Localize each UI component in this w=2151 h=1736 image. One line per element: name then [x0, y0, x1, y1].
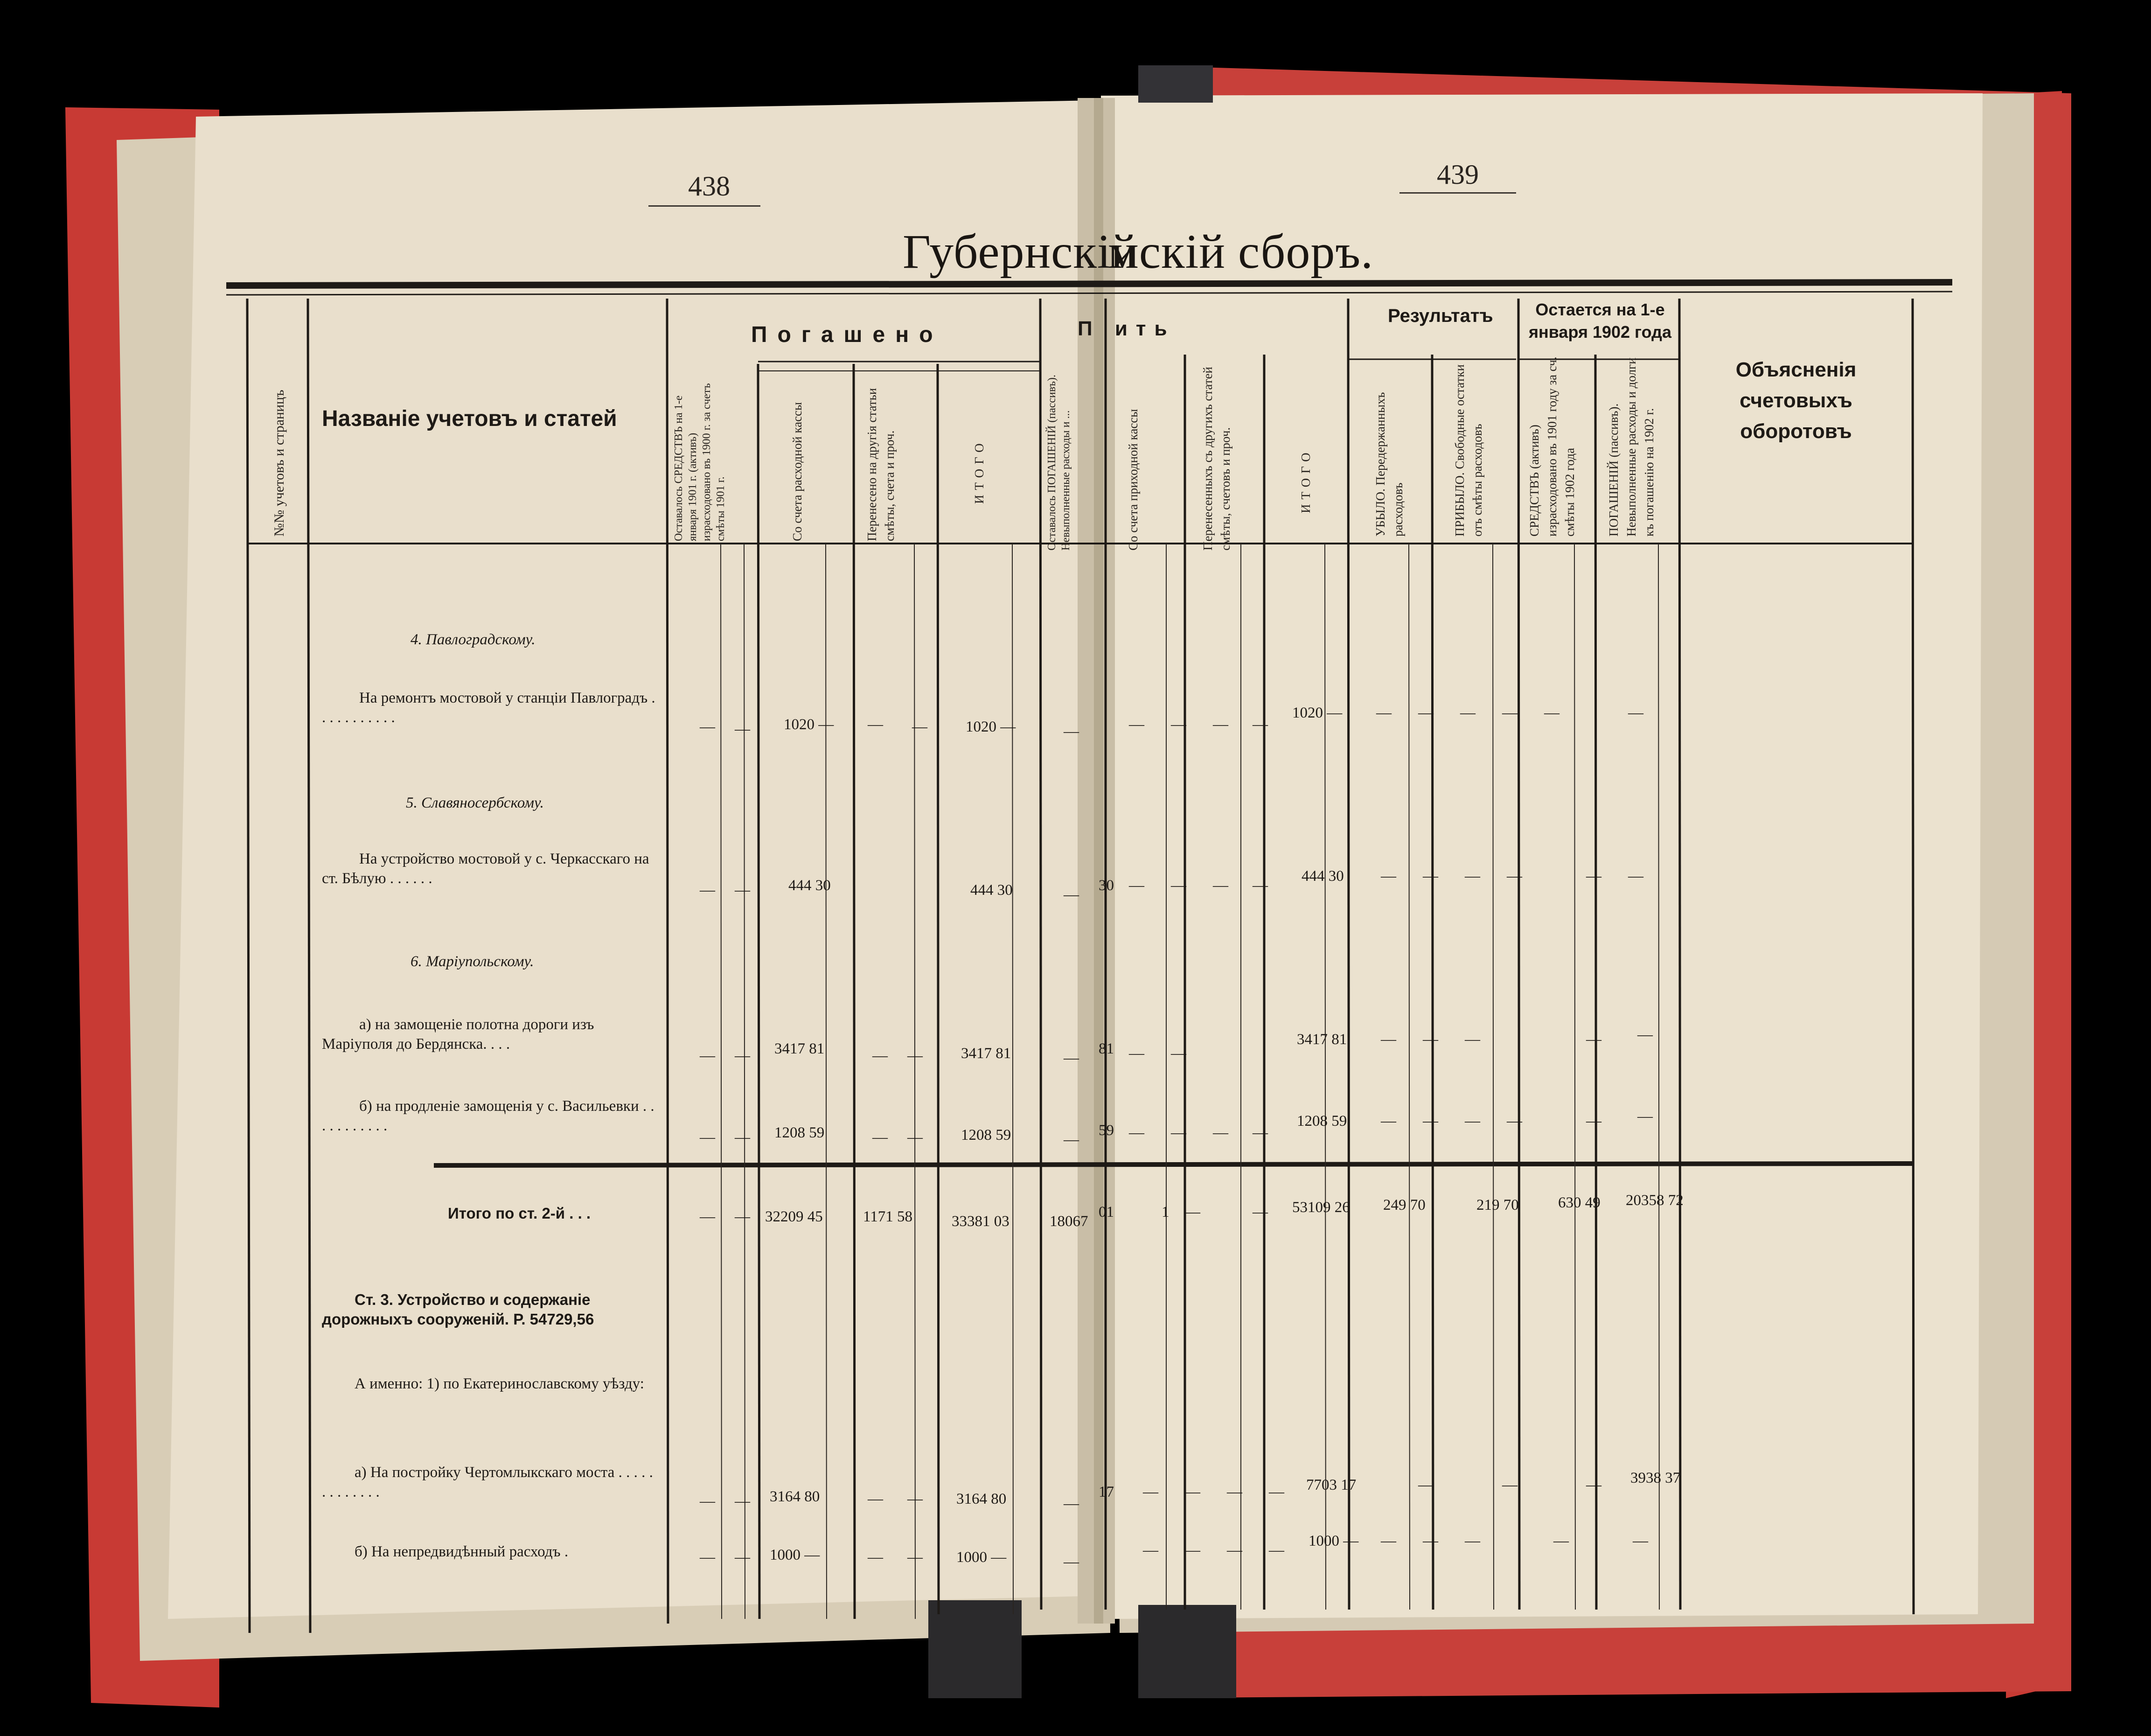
cell: —	[907, 1491, 923, 1507]
cell: —	[1064, 886, 1079, 903]
cell: 3417 81	[961, 1045, 1011, 1062]
cell: 1020 —	[1292, 704, 1343, 721]
cell: —	[1586, 1031, 1601, 1048]
cell: 30	[1099, 877, 1114, 894]
cell: —	[1465, 1113, 1480, 1129]
cell: —	[868, 1491, 883, 1507]
cell: 444 30	[1302, 868, 1344, 885]
cell: —	[912, 718, 927, 735]
cell: —	[1423, 1533, 1438, 1549]
cell: —	[1171, 877, 1186, 894]
cell: 249 70	[1383, 1197, 1426, 1213]
cell: —	[1129, 1045, 1144, 1062]
header-obyasneniya: Объясненія счетовыхъ оборотовъ	[1735, 358, 1857, 443]
cell: —	[1064, 723, 1079, 740]
header-poluchit-partial: П ить	[1078, 317, 1176, 340]
cell: —	[1544, 704, 1559, 721]
cell: —	[1253, 877, 1268, 894]
header-pogasheno-pereneseno: Перенесено на другія статьи смѣты, счета и проч.	[865, 388, 897, 541]
row-label-ekaterinoslavskomu: А именно: 1) по Екатеринославскому уѣзду:	[355, 1375, 644, 1392]
cell: —	[1253, 1204, 1268, 1220]
cell: 444 30	[788, 877, 831, 894]
header-ostaetsya: Остается на 1-е января 1902 года	[1529, 300, 1671, 342]
cell: —	[1423, 868, 1438, 885]
cell: —	[1586, 1113, 1601, 1129]
row-label-cherkasskago: На устройство мостовой у с. Черкасскаго на ст. Бѣлую . . . . . .	[322, 851, 649, 887]
cell: 219 70	[1476, 1197, 1519, 1213]
header-ostaetsya-pogasheniy: ПОГАШЕНІЙ (пассивъ). Невыполненные расходы и долги къ погашенію на 1902 г.	[1607, 357, 1656, 537]
cell: —	[1628, 704, 1643, 721]
cell: 01	[1099, 1204, 1114, 1220]
page-number-left-rule	[648, 205, 760, 207]
cell: —	[1502, 1477, 1518, 1493]
header-pogasheno: Погашено	[751, 322, 943, 347]
cell: —	[1381, 868, 1396, 885]
cell: —	[700, 1549, 715, 1566]
cell: 3938 37	[1630, 1470, 1681, 1486]
cell: —	[1143, 1542, 1158, 1559]
cell: —	[1637, 1108, 1653, 1125]
cell: —	[735, 882, 750, 899]
cell: —	[1185, 1204, 1200, 1220]
cell: —	[868, 716, 883, 733]
cell: —	[1064, 1131, 1079, 1148]
page-title-left: Губернскій	[903, 225, 1138, 279]
cell: —	[1129, 877, 1144, 894]
cell: —	[1460, 704, 1476, 721]
cell: —	[700, 882, 715, 899]
cell: —	[1185, 1484, 1200, 1500]
cell: —	[907, 1129, 923, 1146]
cell: —	[1253, 716, 1268, 733]
cell: 17	[1099, 1484, 1114, 1500]
row-label-itogo-st2: Итого по ст. 2-й . . .	[448, 1205, 591, 1222]
cell: —	[1637, 1026, 1653, 1043]
cell: —	[1213, 1124, 1228, 1141]
cell: —	[735, 1047, 750, 1064]
cell: 3164 80	[956, 1491, 1007, 1507]
cell: —	[700, 1208, 715, 1225]
cell: —	[735, 1493, 750, 1510]
cell: —	[700, 1129, 715, 1146]
cell: 59	[1099, 1122, 1114, 1139]
header-rezultat: Результатъ	[1388, 306, 1493, 326]
cell: —	[872, 1129, 888, 1146]
header-poluchit-prihodnoy: Со счета приходной кассы	[1126, 409, 1140, 551]
row-label-pavlograd-remont: На ремонтъ мостовой у станціи Павлоградъ . . . . . . . . . . .	[322, 690, 655, 726]
header-pogasheno-itogo: ИТОГО	[972, 439, 986, 504]
cell: —	[700, 1047, 715, 1064]
cell: —	[1171, 1045, 1186, 1062]
cell: —	[1064, 1495, 1079, 1512]
cell: 81	[1099, 1040, 1114, 1057]
cell: —	[1129, 716, 1144, 733]
page-number-right-rule	[1399, 192, 1516, 194]
cell: —	[1465, 1031, 1480, 1048]
row-label-st3-header: Ст. 3. Устройство и содержаніе дорожныхъ сооруженій. Р. 54729,56	[322, 1291, 594, 1328]
cell: —	[1423, 1031, 1438, 1048]
cell: —	[1628, 868, 1643, 885]
row-label-pavlogradskomu: 4. Павлоградскому.	[411, 631, 536, 648]
cell: —	[1171, 716, 1186, 733]
cell: —	[907, 1549, 923, 1566]
cell: —	[1381, 1113, 1396, 1129]
header-poluchit-itogo: ИТОГО	[1299, 448, 1313, 513]
header-pogasheno-sredstv: Оставалось СРЕДСТВЪ на 1-е января 1901 г. (активъ) израсходовано въ 1900 г. за счетъ смѣты 1901 г.	[673, 383, 727, 541]
cell: —	[1143, 1484, 1158, 1500]
cell: —	[1465, 1533, 1480, 1549]
row-label-slavyanoserbskomu: 5. Славяносербскому.	[406, 795, 544, 811]
cell: —	[1418, 1477, 1434, 1493]
cell: —	[1586, 1477, 1601, 1493]
cell: 1020 —	[784, 716, 834, 733]
cell: —	[1064, 1554, 1079, 1570]
row-label-vasilevki: б) на продленіе замощенія у с. Васильевки . . . . . . . . . . .	[322, 1098, 654, 1134]
header-ostavalos-pogasheniy: Оставалось ПОГАШЕНІЙ (пассивъ). Невыполненные расходы и ...	[1046, 374, 1072, 551]
cell: 18067	[1050, 1213, 1088, 1230]
cell: —	[735, 1549, 750, 1566]
cell: —	[1553, 1533, 1569, 1549]
cell: 444 30	[970, 882, 1013, 899]
cell: —	[700, 718, 715, 735]
cell: —	[1376, 704, 1392, 721]
row-label-chertomlykskago: а) На постройку Чертомлыкскаго моста . . . . . . . . . . . . .	[322, 1464, 653, 1500]
cell: —	[1171, 1124, 1186, 1141]
cell: 1000 —	[956, 1549, 1007, 1566]
cell: 1208 59	[1297, 1113, 1347, 1129]
cell: —	[1423, 1113, 1438, 1129]
cell: —	[1586, 868, 1601, 885]
header-col-name: Названіе учетовъ и статей	[322, 406, 617, 431]
cell: 7703 17	[1306, 1477, 1357, 1493]
header-poluchit-perenesennykh: Перенесенныхъ съ другихъ статей смѣты, счетовъ и проч.	[1201, 366, 1232, 551]
cell: —	[1381, 1031, 1396, 1048]
cell: —	[1465, 868, 1480, 885]
cell: 3417 81	[1297, 1031, 1347, 1048]
cell: —	[1633, 1533, 1648, 1549]
cell: 1208 59	[961, 1127, 1011, 1143]
cell: 1171 58	[863, 1208, 913, 1225]
cell: —	[1253, 1124, 1268, 1141]
cell: 20358 72	[1626, 1192, 1684, 1209]
cell: —	[1381, 1533, 1396, 1549]
cell: —	[1502, 704, 1518, 721]
cell: 53109 26	[1292, 1199, 1350, 1216]
cell: —	[700, 1493, 715, 1510]
cell: —	[1269, 1542, 1284, 1559]
cell: —	[1064, 1050, 1079, 1067]
cell: 630 49	[1558, 1194, 1601, 1211]
cell: —	[1418, 704, 1434, 721]
cell: —	[1507, 1113, 1522, 1129]
row-label-nepredvidenny: б) На непредвидѣнный расходъ .	[355, 1543, 569, 1560]
cell: —	[1227, 1542, 1242, 1559]
row-label-mariupolskomu: 6. Маріупольскому.	[411, 953, 534, 970]
page-number-right: 439	[1437, 159, 1479, 190]
cell: 1	[1162, 1204, 1169, 1220]
cell: —	[735, 1208, 750, 1225]
cell: —	[1213, 877, 1228, 894]
cell: —	[1185, 1542, 1200, 1559]
cell: 1000 —	[1309, 1533, 1359, 1549]
cell: 1020 —	[966, 718, 1016, 735]
cell: 1000 —	[770, 1547, 820, 1563]
cell: —	[872, 1047, 888, 1064]
cell: —	[907, 1047, 923, 1064]
page-title-right: мскій сборъ.	[1108, 225, 1374, 279]
cell: —	[1227, 1484, 1242, 1500]
header-col-number: №№ учетовъ и страницъ	[271, 390, 287, 537]
cell: 3417 81	[774, 1040, 825, 1057]
cell: 3164 80	[770, 1488, 820, 1505]
cell: —	[1507, 868, 1522, 885]
cell: —	[868, 1549, 883, 1566]
cell: 1208 59	[774, 1124, 825, 1141]
header-pogasheno-rashodnoy: Со счета расходной кассы	[790, 402, 804, 541]
cell: —	[1269, 1484, 1284, 1500]
cell: —	[735, 721, 750, 738]
header-rezultat-pribylo: ПРИБЫЛО. Свободные остатки отъ смѣты расходовъ	[1453, 364, 1484, 537]
header-rezultat-ubylo: УБЫЛО. Передержанныхъ расходовъ	[1373, 392, 1405, 537]
row-label-mariupol-berdyansk: а) на замощеніе полотна дороги изъ Маріуполя до Бердянска. . . .	[322, 1016, 594, 1053]
cell: 33381 03	[952, 1213, 1009, 1230]
header-ostaetsya-sredstv: СРЕДСТВЪ (активъ) израсходовано въ 1901 году за сч. смѣты 1902 года	[1527, 356, 1577, 537]
page-number-left: 438	[688, 171, 730, 202]
cell: —	[1213, 716, 1228, 733]
cell: 32209 45	[765, 1208, 823, 1225]
cell: —	[735, 1129, 750, 1146]
cell: —	[1129, 1124, 1144, 1141]
